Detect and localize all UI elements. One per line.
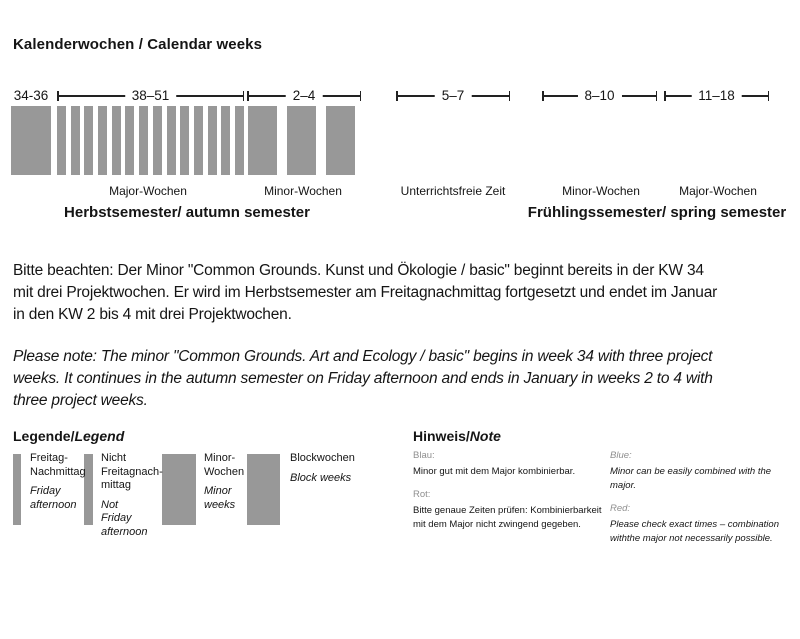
week-range-label-34-36: 34-36 (13, 88, 49, 103)
week-bar (153, 106, 162, 175)
segment-label-minor-autumn: Minor-Wochen (264, 184, 342, 198)
note-text: Please check exact times – combination withthe major not necessarily possible. (610, 519, 779, 544)
week-bar (194, 106, 203, 175)
note-entry-red (610, 502, 796, 546)
week-bar (57, 106, 66, 175)
bracket-tick-left (57, 91, 59, 101)
week-range-label-38-51: 38–51 (125, 89, 177, 103)
friday-afternoon-week-bars-38-51 (57, 106, 244, 175)
bracket-tick-left (247, 91, 249, 101)
legend-heading-en: Legend (74, 428, 125, 444)
segment-label-major-autumn: Major-Wochen (109, 184, 187, 198)
legend-label-en: Block weeks (290, 471, 352, 484)
week-block (287, 106, 316, 175)
bracket-tick-left (396, 91, 398, 101)
note-entry-blau (413, 449, 609, 479)
week-bar (235, 106, 244, 175)
spring-semester-label: Frühlingssemester/ spring semester (527, 204, 787, 221)
note-heading-en: Note (469, 428, 501, 444)
legend-label-en: Minor weeks (204, 485, 236, 511)
segment-label-teaching-free: Unterrichtsfreie Zeit (400, 184, 506, 198)
note-heading-de: Hinweis/ (413, 428, 470, 444)
bracket-tick-left (664, 91, 666, 101)
legend-label-de: Minor- Wochen (204, 452, 245, 478)
week-bar (125, 106, 134, 175)
bracket-tick-right (509, 91, 511, 101)
week-bar (139, 106, 148, 175)
note-entry-rot (413, 488, 609, 532)
bracket-tick-left (542, 91, 544, 101)
note-paragraph-german: Bitte beachten: Der Minor "Common Grounds. Kunst und Ökologie / basic" beginnt bereits in der KW 34 mit drei Projektwochen. Er wird im Herbstsemester am Freitagnachmittag fortgesetzt und endet im Januar in den KW 2 bis 4 mit drei Projektwochen. (13, 262, 718, 323)
minor-week-bars-2-4 (248, 106, 355, 175)
week-bar (167, 106, 176, 175)
week-block (326, 106, 355, 175)
week-bar (98, 106, 107, 175)
legend-item-minor-weeks (204, 452, 244, 512)
segment-label-minor-spring: Minor-Wochen (562, 184, 640, 198)
week-range-label-2-4: 2–4 (286, 89, 323, 103)
week-block (248, 106, 277, 175)
bracket-tick-right (656, 91, 658, 101)
note-paragraph-english: Please note: The minor "Common Grounds. Art and Ecology / basic" begins in week 34 with three project weeks. It continues in the autumn semester on Friday afternoon and ends in January in weeks 2 to 4 with three project weeks. (13, 348, 713, 409)
bracket-tick-right (243, 91, 245, 101)
bracket-tick-right (360, 91, 362, 101)
week-range-bracket-8-10 (542, 89, 657, 103)
week-range-bracket-11-18 (664, 89, 769, 103)
legend-label-de: Blockwochen (290, 452, 355, 464)
legend-heading (13, 428, 124, 444)
week-range-label-11-18: 11–18 (691, 89, 742, 103)
page-title: Kalenderwochen / Calendar weeks (13, 36, 263, 53)
week-bar (84, 106, 93, 175)
legend-label-en: Friday afternoon (30, 485, 77, 511)
week-bar (180, 106, 189, 175)
legend-swatch-block-weeks (247, 454, 280, 525)
legend-swatch-minor-weeks (162, 454, 196, 525)
legend-item-block-weeks (290, 452, 355, 485)
note-color-label: Rot: (413, 489, 431, 500)
legend-item-friday-afternoon (30, 452, 86, 512)
autumn-semester-label: Herbstsemester/ autumn semester (64, 204, 310, 221)
note-column-german (413, 449, 609, 541)
note-text: Minor gut mit dem Major kombinierbar. (413, 466, 576, 477)
week-range-bracket-5-7 (396, 89, 510, 103)
note-text: Bitte genaue Zeiten prüfen: Kombinierbarkeit mit dem Major nicht zwingend gegeben. (413, 505, 602, 530)
legend-item-not-friday-afternoon (101, 452, 163, 539)
week-bar (112, 106, 121, 175)
legend-label-de: Nicht Freitagnach- mittag (101, 452, 163, 491)
legend-label-de: Freitag- Nachmittag (30, 452, 86, 478)
bracket-tick-right (768, 91, 770, 101)
block-weeks-bar-34-36 (11, 106, 51, 175)
week-bar (221, 106, 230, 175)
week-range-bracket-2-4 (247, 89, 361, 103)
legend-swatch-friday-afternoon (13, 454, 21, 525)
week-bar (208, 106, 217, 175)
week-range-bracket-38-51 (57, 89, 244, 103)
segment-label-major-spring: Major-Wochen (679, 184, 757, 198)
note-color-label: Blue: (610, 450, 632, 461)
note-color-label: Red: (610, 503, 631, 514)
week-range-label-8-10: 8–10 (577, 89, 621, 103)
week-range-label-5-7: 5–7 (435, 89, 472, 103)
legend-heading-de: Legende/ (13, 428, 75, 444)
week-bar (71, 106, 80, 175)
note-text: Minor can be easily combined with the major. (610, 466, 772, 491)
note-color-label: Blau: (413, 450, 435, 461)
note-entry-blue (610, 449, 796, 493)
note-column-english (610, 449, 796, 555)
note-heading (413, 428, 501, 444)
legend-label-en: Not Friday afternoon (101, 498, 148, 538)
